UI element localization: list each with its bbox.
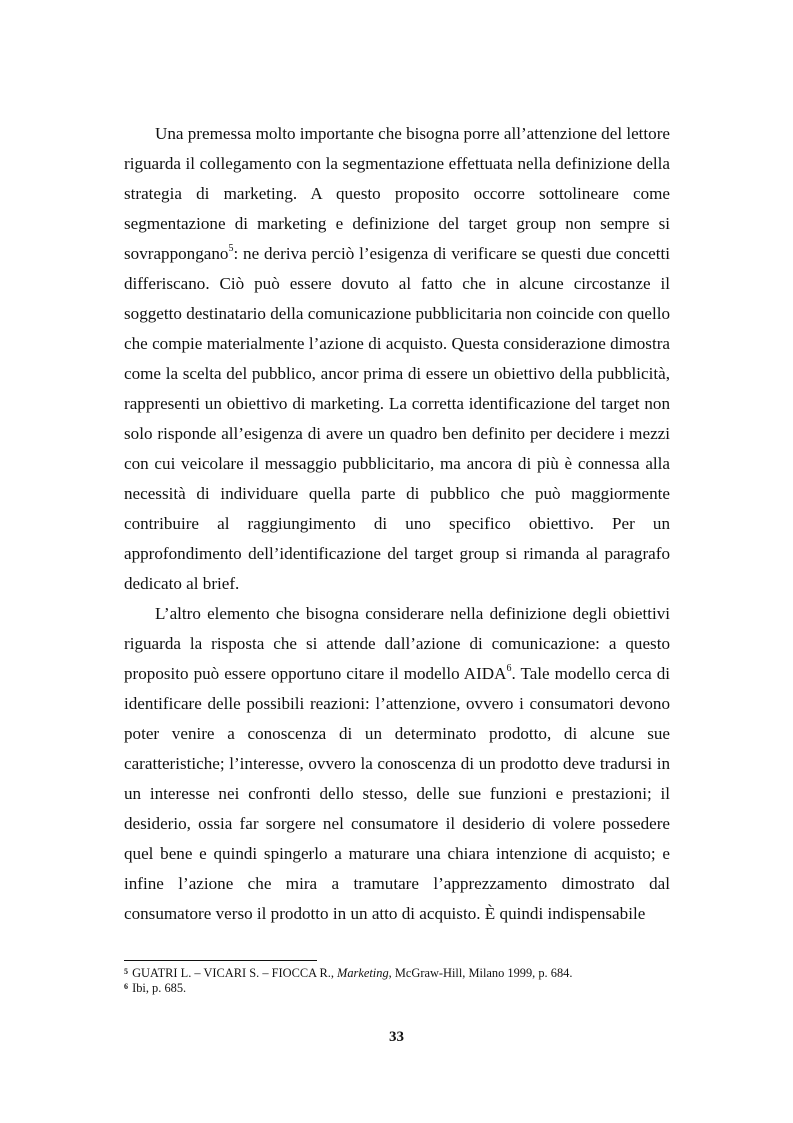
footnote-text: GUATRI L. – VICARI S. – FIOCCA R., (129, 966, 338, 980)
footnote-text: Ibi, p. 685. (129, 981, 187, 995)
paragraph-text: : ne deriva perciò l’esigenza di verificare se questi due concetti differiscano. Ciò può essere dovuto al fatto che in alcune circostanze il soggetto destinatario della comunicazione pubblicitaria non coincide con quello che compie materialmente l’azione di acquisto. Questa considerazione dimostra come la scelta del pubblico, ancor prima di essere un obiettivo della pubblicità, rappresenti un obiettivo di marketing. La corretta identificazione del target non solo risponde all’esigenza di avere un quadro ben definito per decidere i mezzi con cui veicolare il messaggio pubblicitario, ma ancora di più è connessa alla necessità di individuare quella parte di pubblico che può maggiormente contribuire al raggiungimento di uno specifico obiettivo. Per un approfondimento dell’identificazione del target group si rimanda al paragrafo dedicato al brief. (124, 244, 670, 593)
footnote-6 (124, 981, 670, 996)
paragraph-aida-model (124, 599, 670, 929)
footnote-reference: 5 (228, 243, 234, 255)
footnotes (124, 966, 670, 996)
footnote-number: 6 (124, 982, 128, 991)
footnote-5 (124, 966, 670, 981)
footnote-book-title: Marketing (337, 966, 389, 980)
paragraph-segmentation (124, 119, 670, 599)
paragraph-text: L’altro elemento che bisogna considerare nella definizione degli obiettivi riguarda la risposta che si attende dall’azione di comunicazione: a questo proposito può essere opportuno citare il modello AIDA (124, 604, 670, 683)
body-text (124, 119, 670, 929)
footnote-text: , McGraw-Hill, Milano 1999, p. 684. (388, 966, 573, 980)
footnote-separator (124, 960, 317, 961)
paragraph-text: . Tale modello cerca di identificare delle possibili reazioni: l’attenzione, ovvero i consumatori devono poter venire a conoscenza di un determinato prodotto, di alcune sue caratteristiche; l’interesse, ovvero la conoscenza di un prodotto deve tradursi in un interesse nei confronti dello stesso, delle sue funzioni e prestazioni; il desiderio, ossia far sorgere nel consumatore il desiderio di volere possedere quel bene e quindi spingerlo a maturare una chiara intenzione di acquisto; e infine l’azione che mira a tramutare l’apprezzamento dimostrato dal consumatore verso il prodotto in un atto di acquisto. È quindi indispensabile (124, 664, 670, 923)
footnote-reference: 6 (506, 663, 512, 675)
page-number: 33 (389, 1029, 404, 1045)
paragraph-text: Una premessa molto importante che bisogna porre all’attenzione del lettore riguarda il collegamento con la segmentazione effettuata nella definizione della strategia di marketing. A questo proposito occorre sottolineare come segmentazione di marketing e definizione del target group non sempre si sovrappongano (124, 124, 670, 263)
footnote-number: 5 (124, 967, 128, 976)
